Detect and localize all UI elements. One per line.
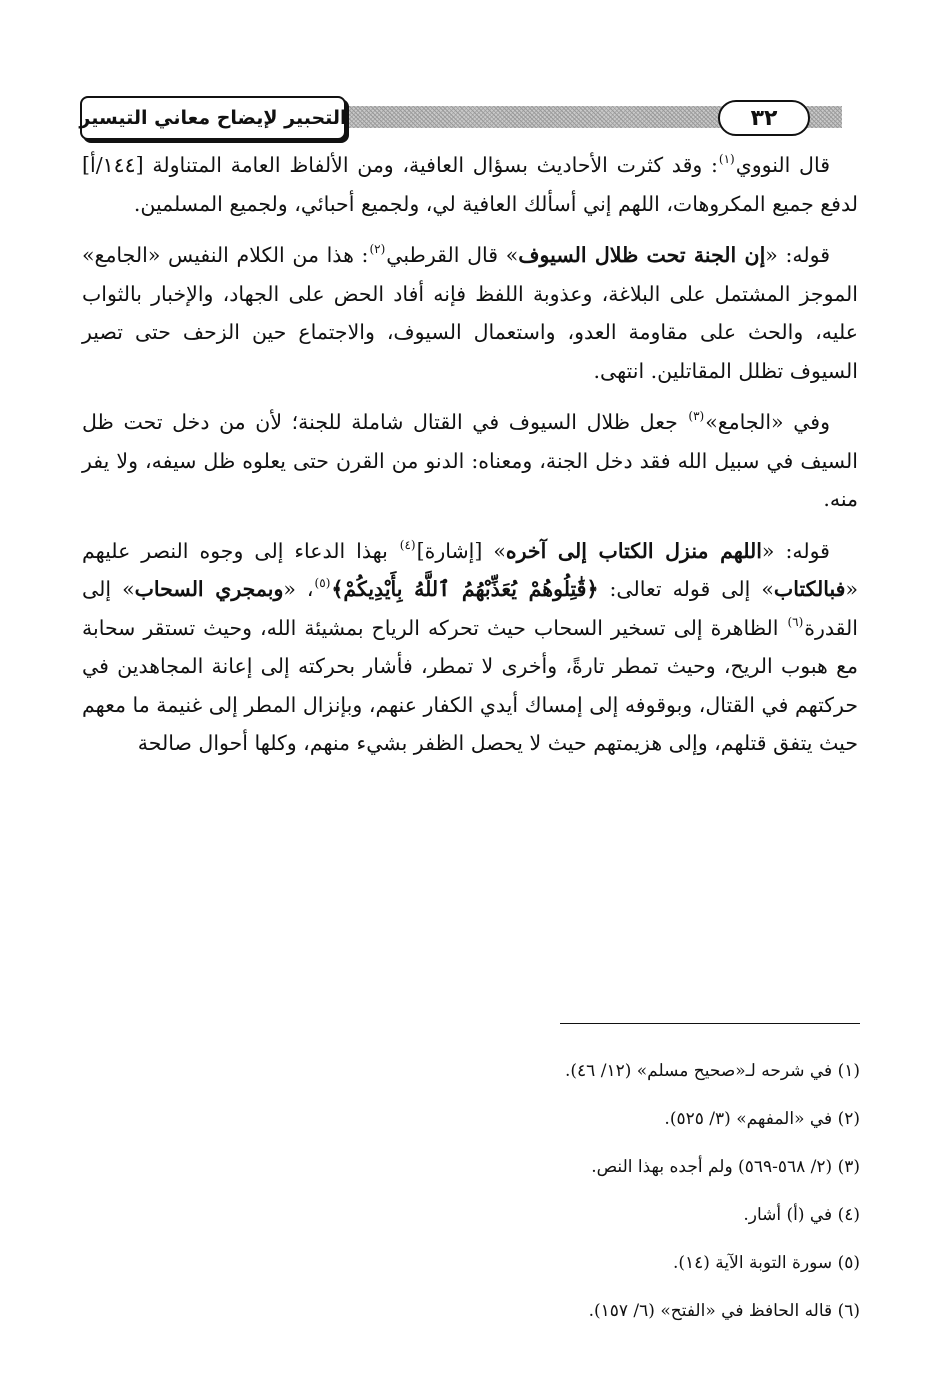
text-run: » إلى القدرة	[82, 577, 858, 640]
hadith-phrase: اللهم منزل الكتاب إلى آخره	[505, 538, 762, 563]
footnote-ref-6[interactable]: (٦)	[787, 614, 804, 629]
hadith-phrase: وبمجري السحاب	[134, 577, 284, 601]
hadith-phrase: فبالكتاب	[773, 577, 846, 601]
text-run: : وقد كثرت الأحاديث بسؤال العافية، ومن الألفاظ العامة المتناولة [١٤٤/أ] لدفع جميع المكروهات، اللهم إني أسألك العافية لي، ولجميع أحبائي، ولجميع المسلمين.	[82, 153, 858, 216]
paragraph-qurtubi	[82, 236, 858, 390]
main-text	[82, 146, 858, 763]
footnote-5: (٥) سورة التوبة الآية (١٤).	[672, 1253, 860, 1273]
footnote-ref-3[interactable]: (٣)	[688, 409, 705, 423]
text-run: » [إشارة]	[416, 538, 506, 563]
text-run: » قال القرطبي	[386, 243, 519, 267]
page-number: ٣٢	[750, 105, 778, 131]
text-run: : هذا من الكلام النفيس «الجامع» الموجز المشتمل على البلاغة، وعذوبة اللفظ فإنه أفاد الحض على الجهاد، والإخبار بالثواب عليه، والحث على مقاومة العدو، واستعمال السيوف، والاجتماع حين الزحف حتى تصير السيوف تظلل المقاتلين. انتهى.	[82, 243, 858, 383]
footnote-ref-5[interactable]: (٥)	[314, 576, 331, 590]
text-run: قوله: «	[765, 243, 831, 267]
page-number-box	[718, 100, 810, 136]
text-run: ، «	[283, 577, 314, 601]
footnote-2: (٢) في «المفهم» (٣/ ٥٢٥).	[664, 1109, 860, 1129]
footnote-ref-2[interactable]: (٢)	[369, 242, 386, 256]
book-title-box	[80, 96, 346, 140]
running-header	[79, 92, 842, 144]
text-run: الظاهرة إلى تسخير السحاب حيث تحركه الرياح بمشيئة الله، وحيث تستقر سحابة مع هبوب الريح، وحيث تمطر تارةً، وأخرى لا تمطر، فأشار بحركته إلى إعانة المجاهدين في حركتهم في القتال، وبوقوفه إلى إمساك أيدي الكفار عنهم، وبإنزال المطر إلى غنيمة ما معهم حيث يتفق قتلهم، وإلى هزيمتهم حيث لا يحصل الظفر بشيء منهم، وكلها أحوال صالحة	[82, 615, 858, 755]
paragraph-nawawi	[82, 146, 858, 223]
text-run: » إلى قوله تعالى:	[598, 577, 774, 601]
quran-verse: ﴿قَٰتِلُوهُمْ يُعَذِّبْهُمُ ٱللَّهُ بِأَيْدِيكُمْ﴾	[331, 577, 599, 601]
footnote-3: (٣) (٢/ ٥٦٨-٥٦٩) ولم أجده بهذا النص.	[591, 1157, 860, 1177]
paragraph-dua	[82, 532, 858, 763]
footnotes-list	[340, 1056, 860, 1344]
footnote-ref-1[interactable]: (١)	[718, 152, 735, 166]
paragraph-jami	[82, 403, 858, 519]
footnote-separator	[560, 1023, 860, 1024]
footnote-4: (٤) في (أ) أشار.	[743, 1205, 860, 1225]
footnote-1: (١) في شرحه لـ«صحيح مسلم» (١٢/ ٤٦).	[564, 1061, 860, 1081]
text-run: جعل ظلال السيوف في القتال شاملة للجنة؛ لأن من دخل تحت ظل السيف في سبيل الله فقد دخل الجنة، ومعناه: الدنو من القرن حتى يعلوه ظل سيفه، ولا يفر منه.	[82, 410, 858, 511]
text-run: بهذا الدعاء إلى وجوه النصر عليهم «	[82, 538, 858, 601]
text-run: قوله: «	[761, 538, 830, 563]
text-run: وفي «الجامع»	[705, 410, 830, 434]
book-title: التحبير لإيضاح معاني التيسير	[79, 107, 347, 129]
text-run: قال النووي	[735, 153, 830, 177]
footnote-6: (٦) قاله الحافظ في «الفتح» (٦/ ١٥٧).	[588, 1301, 860, 1321]
hadith-phrase: إن الجنة تحت ظلال السيوف	[518, 243, 766, 267]
footnote-ref-4[interactable]: (٤)	[399, 537, 416, 552]
